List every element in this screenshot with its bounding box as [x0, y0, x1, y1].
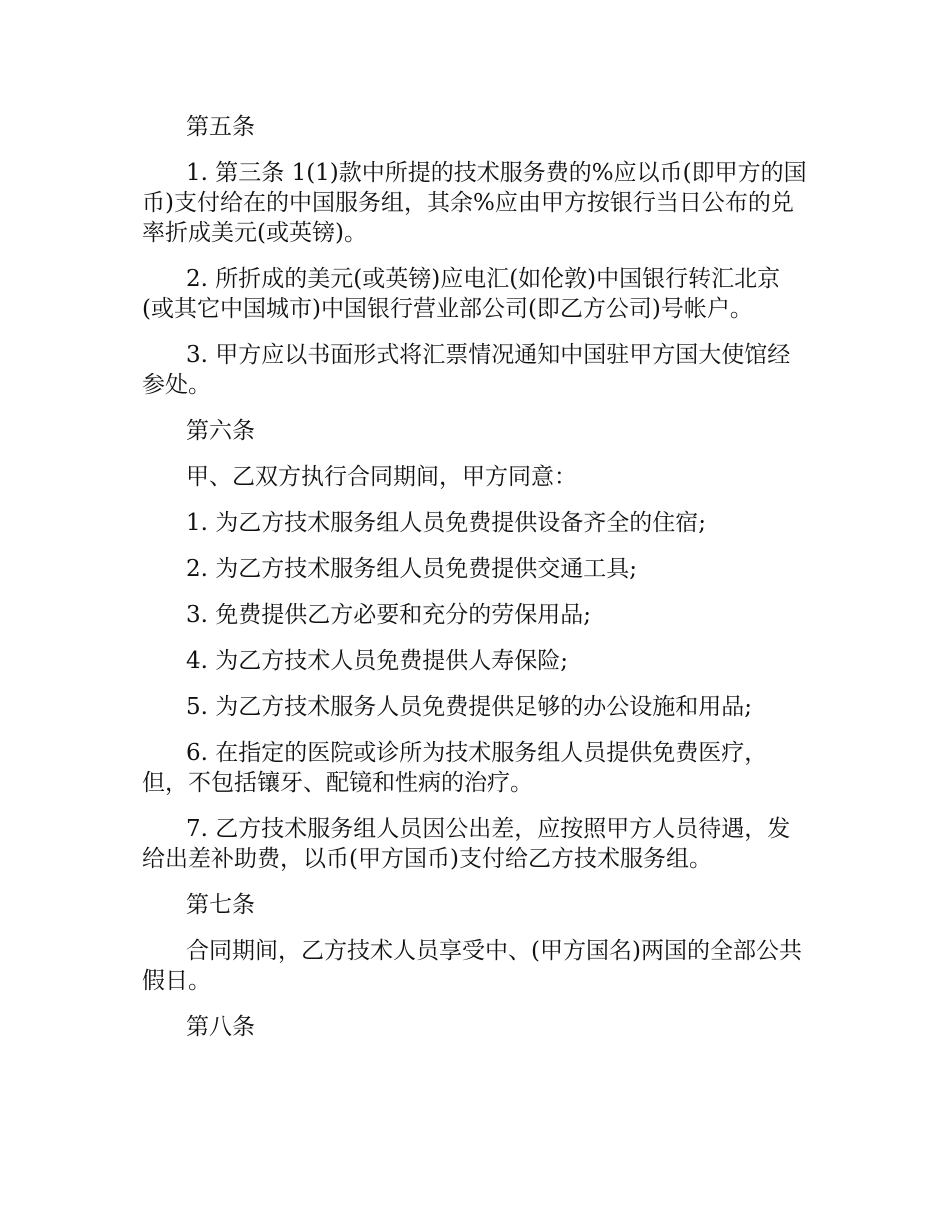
article-6-clause-5: 5. 为乙方技术服务人员免费提供足够的办公设施和用品;: [186, 694, 753, 720]
article-6-intro: 甲、乙双方执行合同期间，甲方同意：: [186, 464, 577, 490]
article-6-clause-6: 6. 在指定的医院或诊所为技术服务组人员提供免费医疗，但，不包括镶牙、配镜和性病的治疗。: [142, 740, 768, 796]
article-5-clause-3: 3. 甲方应以书面形式将汇票情况通知中国驻甲方国大使馆经参处。: [142, 342, 791, 398]
article-7-body: 合同期间，乙方技术人员享受中、(甲方国名)两国的全部公共假日。: [142, 938, 802, 994]
article-6-clause-7: 7. 乙方技术服务组人员因公出差，应按照甲方人员待遇，发给出差补助费，以币(甲方国币)支付给乙方技术服务组。: [142, 816, 791, 872]
article-6-clause-3: 3. 免费提供乙方必要和充分的劳保用品;: [186, 602, 592, 628]
document-page: [142, 112, 812, 1058]
article-8-heading: 第八条: [186, 1014, 255, 1040]
article-5-heading: 第五条: [186, 114, 255, 140]
article-5-clause-1: 1. 第三条 1(1)款中所提的技术服务费的%应以币(即甲方的国币)支付给在的中国服务组，其余%应由甲方按银行当日公布的兑率折成美元(或英镑)。: [142, 160, 807, 246]
article-6-heading: 第六条: [186, 418, 255, 444]
article-6-clause-4: 4. 为乙方技术人员免费提供人寿保险;: [186, 648, 569, 674]
article-7-heading: 第七条: [186, 892, 255, 918]
article-5-clause-2: 2. 所折成的美元(或英镑)应电汇(如伦敦)中国银行转汇北京(或其它中国城市)中国银行营业部公司(即乙方公司)号帐户。: [142, 266, 781, 322]
article-6-clause-2: 2. 为乙方技术服务组人员免费提供交通工具;: [186, 556, 638, 582]
article-6-clause-1: 1. 为乙方技术服务组人员免费提供设备齐全的住宿;: [186, 510, 707, 536]
